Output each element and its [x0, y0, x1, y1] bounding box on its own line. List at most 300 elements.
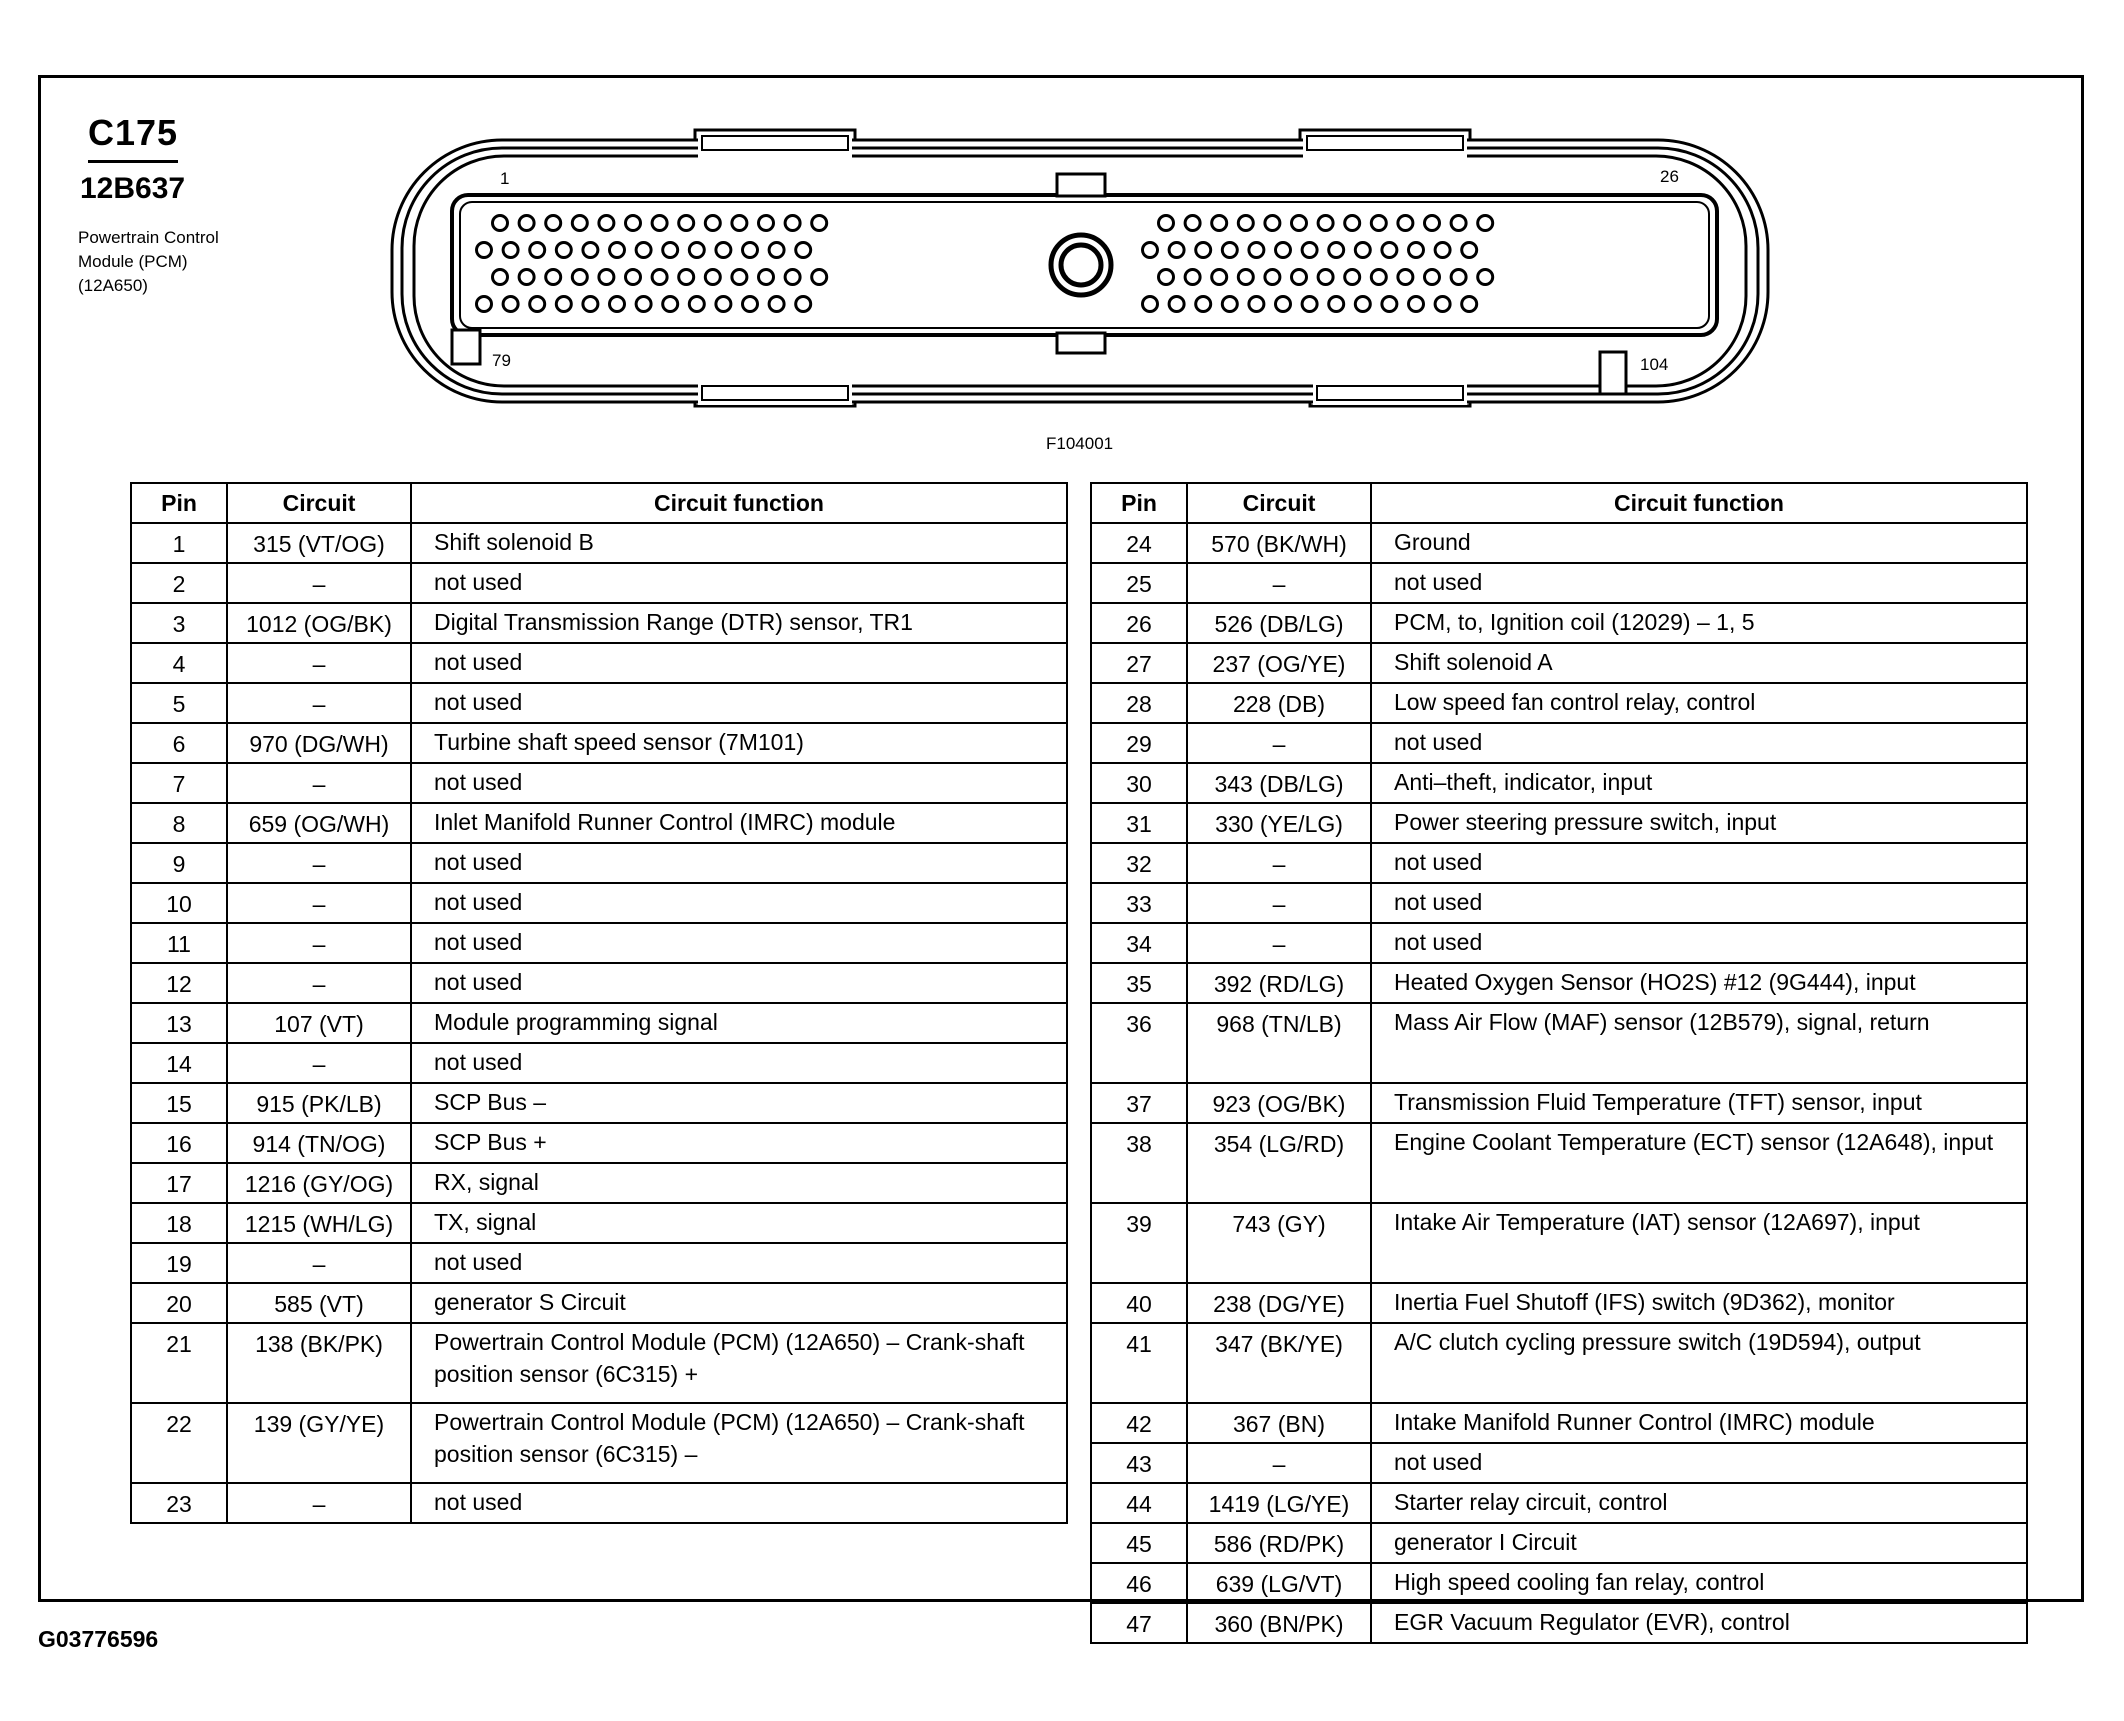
pin-hole: [1276, 243, 1291, 258]
function-cell: Turbine shaft speed sensor (7M101): [411, 723, 1067, 763]
pin-hole: [556, 297, 571, 312]
circuit-cell: 347 (BK/YE): [1187, 1323, 1371, 1403]
pin-cell: 3: [131, 603, 227, 643]
pin-cell: 20: [131, 1283, 227, 1323]
pin-hole: [519, 216, 534, 231]
function-cell: Module programming signal: [411, 1003, 1067, 1043]
table-row: [1091, 1083, 2027, 1123]
pin-cell: 8: [131, 803, 227, 843]
pin-hole: [796, 243, 811, 258]
center-key-top: [1057, 174, 1105, 196]
pin-cell: 7: [131, 763, 227, 803]
description-line: (12A650): [78, 276, 148, 295]
pin-hole: [652, 216, 667, 231]
circuit-cell: –: [1187, 883, 1371, 923]
pin-hole: [1371, 270, 1386, 285]
function-cell: generator S Circuit: [411, 1283, 1067, 1323]
table-row: [1091, 603, 2027, 643]
table-row: [131, 1003, 1067, 1043]
pin-hole: [1265, 270, 1280, 285]
table-row: [131, 603, 1067, 643]
pin-hole: [1425, 270, 1440, 285]
pin-table-left: [130, 482, 1068, 1524]
pin-hole: [519, 270, 534, 285]
function-cell: Power steering pressure switch, input: [1371, 803, 2027, 843]
circuit-cell: 107 (VT): [227, 1003, 411, 1043]
function-cell: not used: [1371, 1443, 2027, 1483]
table-row: [1091, 963, 2027, 1003]
pin-cell: 23: [131, 1483, 227, 1523]
pin-hole: [1238, 216, 1253, 231]
pin-hole: [652, 270, 667, 285]
pin-cell: 41: [1091, 1323, 1187, 1403]
table-row: [131, 883, 1067, 923]
pin-cell: 27: [1091, 643, 1187, 683]
function-cell: Anti–theft, indicator, input: [1371, 763, 2027, 803]
circuit-cell: 659 (OG/WH): [227, 803, 411, 843]
pin-hole: [689, 297, 704, 312]
table-row: [131, 963, 1067, 1003]
table-row: [131, 1283, 1067, 1323]
circuit-cell: 585 (VT): [227, 1283, 411, 1323]
pin-cell: 47: [1091, 1603, 1187, 1643]
pin-cell: 10: [131, 883, 227, 923]
pin-hole: [716, 297, 731, 312]
function-cell: PCM, to, Ignition coil (12029) – 1, 5: [1371, 603, 2027, 643]
pin-cell: 35: [1091, 963, 1187, 1003]
function-cell: not used: [411, 843, 1067, 883]
circuit-cell: 968 (TN/LB): [1187, 1003, 1371, 1083]
circuit-cell: –: [227, 763, 411, 803]
function-cell: Transmission Fluid Temperature (TFT) sensor, input: [1371, 1083, 2027, 1123]
pin-cell: 2: [131, 563, 227, 603]
pin-hole: [1382, 297, 1397, 312]
pin-cell: 5: [131, 683, 227, 723]
pin-hole: [689, 243, 704, 258]
table-row: [1091, 1603, 2027, 1643]
pin-hole: [1382, 243, 1397, 258]
header-circuit: Circuit: [1187, 483, 1371, 523]
function-cell: not used: [1371, 923, 2027, 963]
pin-hole: [1292, 216, 1307, 231]
function-cell: Intake Manifold Runner Control (IMRC) module: [1371, 1403, 2027, 1443]
circuit-cell: 923 (OG/BK): [1187, 1083, 1371, 1123]
header-circuit-function: Circuit function: [1371, 483, 2027, 523]
pin-hole: [1451, 270, 1466, 285]
circuit-cell: –: [227, 1483, 411, 1523]
pin-hole: [1355, 297, 1370, 312]
function-cell: not used: [411, 1243, 1067, 1283]
circuit-cell: –: [1187, 923, 1371, 963]
latch-right: [1600, 352, 1626, 394]
pin-cell: 17: [131, 1163, 227, 1203]
function-cell: Shift solenoid A: [1371, 643, 2027, 683]
pin-hole: [663, 243, 678, 258]
pin-hole: [812, 270, 827, 285]
pin-hole: [1345, 270, 1360, 285]
circuit-cell: 586 (RD/PK): [1187, 1523, 1371, 1563]
pin-cell: 34: [1091, 923, 1187, 963]
pin-hole: [583, 297, 598, 312]
table-row: [131, 803, 1067, 843]
circuit-cell: 639 (LG/VT): [1187, 1563, 1371, 1603]
table-header-row: [1091, 483, 2027, 523]
header-circuit-function: Circuit function: [411, 483, 1067, 523]
pin-cell: 4: [131, 643, 227, 683]
circuit-cell: 315 (VT/OG): [227, 523, 411, 563]
pin-cell: 33: [1091, 883, 1187, 923]
function-cell: not used: [1371, 843, 2027, 883]
table-row: [1091, 1443, 2027, 1483]
table-row: [1091, 1283, 2027, 1323]
header-circuit: Circuit: [227, 483, 411, 523]
table-row: [131, 1163, 1067, 1203]
table-row: [131, 683, 1067, 723]
table-row: [1091, 803, 2027, 843]
function-cell: Inertia Fuel Shutoff (IFS) switch (9D362), monitor: [1371, 1283, 2027, 1323]
pin-hole: [1371, 216, 1386, 231]
pin-hole: [1425, 216, 1440, 231]
pin-hole: [1238, 270, 1253, 285]
circuit-cell: –: [227, 923, 411, 963]
pin-cell: 32: [1091, 843, 1187, 883]
pin-hole: [626, 216, 641, 231]
pin-hole: [1292, 270, 1307, 285]
pin-hole: [1185, 216, 1200, 231]
latch-left: [452, 330, 480, 364]
pin-hole: [785, 270, 800, 285]
pin-cell: 1: [131, 523, 227, 563]
pin-hole: [743, 243, 758, 258]
pin-cell: 40: [1091, 1283, 1187, 1323]
pin-cell: 15: [131, 1083, 227, 1123]
pin-hole: [556, 243, 571, 258]
pin-hole: [530, 297, 545, 312]
pin-hole: [759, 270, 774, 285]
pin-hole: [1212, 270, 1227, 285]
function-cell: not used: [411, 923, 1067, 963]
pin-cell: 11: [131, 923, 227, 963]
circuit-cell: –: [1187, 843, 1371, 883]
function-cell: Inlet Manifold Runner Control (IMRC) module: [411, 803, 1067, 843]
header-pin: Pin: [1091, 483, 1187, 523]
pin-hole: [743, 297, 758, 312]
circuit-cell: 139 (GY/YE): [227, 1403, 411, 1483]
table-row: [131, 1083, 1067, 1123]
pin-hole: [1185, 270, 1200, 285]
pin-table-right: [1090, 482, 2028, 1644]
function-cell: Powertrain Control Module (PCM) (12A650) – Crank-shaft position sensor (6C315) –: [411, 1403, 1067, 1483]
pin-hole: [759, 216, 774, 231]
pin-cell: 31: [1091, 803, 1187, 843]
pin-hole: [663, 297, 678, 312]
table-row: [131, 763, 1067, 803]
table-header-row: [131, 483, 1067, 523]
circuit-cell: 392 (RD/LG): [1187, 963, 1371, 1003]
pin-hole: [546, 270, 561, 285]
table-row: [1091, 1003, 2027, 1083]
circuit-cell: 570 (BK/WH): [1187, 523, 1371, 563]
pin-label-104: 104: [1640, 355, 1669, 374]
circuit-cell: 343 (DB/LG): [1187, 763, 1371, 803]
pin-hole: [716, 243, 731, 258]
pin-hole: [1196, 297, 1211, 312]
function-cell: not used: [411, 963, 1067, 1003]
pin-cell: 18: [131, 1203, 227, 1243]
circuit-cell: 354 (LG/RD): [1187, 1123, 1371, 1203]
pin-hole: [599, 216, 614, 231]
table-row: [131, 1403, 1067, 1483]
pin-hole: [1265, 216, 1280, 231]
pin-cell: 6: [131, 723, 227, 763]
table-row: [1091, 683, 2027, 723]
function-cell: SCP Bus –: [411, 1083, 1067, 1123]
document-id: G03776596: [38, 1626, 159, 1652]
function-cell: RX, signal: [411, 1163, 1067, 1203]
pin-label-26: 26: [1660, 167, 1679, 186]
pin-hole: [1159, 270, 1174, 285]
pin-hole: [1355, 243, 1370, 258]
pin-hole: [1345, 216, 1360, 231]
pin-hole: [493, 270, 508, 285]
circuit-cell: 237 (OG/YE): [1187, 643, 1371, 683]
pin-cell: 43: [1091, 1443, 1187, 1483]
circuit-cell: 526 (DB/LG): [1187, 603, 1371, 643]
pin-hole: [599, 270, 614, 285]
circuit-cell: –: [227, 963, 411, 1003]
pin-hole: [493, 216, 508, 231]
pin-hole: [1222, 243, 1237, 258]
circuit-cell: 1216 (GY/OG): [227, 1163, 411, 1203]
table-row: [1091, 1123, 2027, 1203]
function-cell: Low speed fan control relay, control: [1371, 683, 2027, 723]
table-row: [131, 923, 1067, 963]
pin-hole: [1249, 243, 1264, 258]
pin-cell: 13: [131, 1003, 227, 1043]
circuit-cell: –: [227, 643, 411, 683]
pin-hole: [769, 297, 784, 312]
function-cell: Powertrain Control Module (PCM) (12A650) – Crank-shaft position sensor (6C315) +: [411, 1323, 1067, 1403]
pin-label-79: 79: [492, 351, 511, 370]
function-cell: not used: [1371, 883, 2027, 923]
table-row: [131, 1323, 1067, 1403]
function-cell: High speed cooling fan relay, control: [1371, 1563, 2027, 1603]
function-cell: Ground: [1371, 523, 2027, 563]
pin-hole: [705, 270, 720, 285]
pin-hole: [1249, 297, 1264, 312]
table-row: [131, 1043, 1067, 1083]
pin-hole: [1478, 216, 1493, 231]
pin-hole: [796, 297, 811, 312]
table-row: [1091, 723, 2027, 763]
table-row: [1091, 1203, 2027, 1283]
table-row: [1091, 563, 2027, 603]
pin-hole: [679, 270, 694, 285]
circuit-cell: 743 (GY): [1187, 1203, 1371, 1283]
pin-hole: [1143, 297, 1158, 312]
function-cell: not used: [1371, 563, 2027, 603]
pin-hole: [1318, 270, 1333, 285]
pin-hole: [636, 297, 651, 312]
pin-hole: [1462, 297, 1477, 312]
pin-hole: [812, 216, 827, 231]
circuit-cell: 138 (BK/PK): [227, 1323, 411, 1403]
circuit-cell: –: [1187, 563, 1371, 603]
pin-cell: 14: [131, 1043, 227, 1083]
pin-cell: 12: [131, 963, 227, 1003]
description-line: Module (PCM): [78, 252, 188, 271]
pin-cell: 21: [131, 1323, 227, 1403]
circuit-cell: 970 (DG/WH): [227, 723, 411, 763]
pin-hole: [1329, 297, 1344, 312]
table-row: [131, 1123, 1067, 1163]
pin-hole: [583, 243, 598, 258]
pin-hole: [572, 216, 587, 231]
circuit-cell: –: [227, 683, 411, 723]
pin-cell: 16: [131, 1123, 227, 1163]
circuit-cell: –: [1187, 723, 1371, 763]
function-cell: TX, signal: [411, 1203, 1067, 1243]
pin-hole: [732, 270, 747, 285]
function-cell: not used: [411, 563, 1067, 603]
pin-hole: [503, 297, 518, 312]
function-cell: Starter relay circuit, control: [1371, 1483, 2027, 1523]
table-row: [1091, 523, 2027, 563]
circuit-cell: 915 (PK/LB): [227, 1083, 411, 1123]
pin-cell: 45: [1091, 1523, 1187, 1563]
circuit-cell: 330 (YE/LG): [1187, 803, 1371, 843]
center-key-bottom: [1057, 333, 1105, 353]
pin-hole: [1435, 297, 1450, 312]
pin-hole: [785, 216, 800, 231]
function-cell: EGR Vacuum Regulator (EVR), control: [1371, 1603, 2027, 1643]
figure-id: F104001: [1046, 434, 1114, 453]
table-row: [1091, 1563, 2027, 1603]
circuit-cell: 1419 (LG/YE): [1187, 1483, 1371, 1523]
table-row: [131, 1203, 1067, 1243]
pin-hole: [610, 243, 625, 258]
pin-hole: [1196, 243, 1211, 258]
connector-face-diagram: [380, 120, 1780, 420]
connector-part-number: 12B637: [80, 172, 186, 205]
table-row: [1091, 1403, 2027, 1443]
table-row: [131, 1243, 1067, 1283]
pin-cell: 39: [1091, 1203, 1187, 1283]
pin-hole: [477, 243, 492, 258]
pin-cell: 9: [131, 843, 227, 883]
pin-hole: [1302, 297, 1317, 312]
pin-label-1: 1: [500, 169, 510, 188]
connector-id: C175: [88, 112, 178, 163]
pin-hole: [636, 243, 651, 258]
function-cell: not used: [411, 643, 1067, 683]
connector-description: [78, 226, 278, 298]
pin-hole: [1302, 243, 1317, 258]
table-row: [131, 843, 1067, 883]
circuit-cell: 914 (TN/OG): [227, 1123, 411, 1163]
pin-hole: [1222, 297, 1237, 312]
table-row: [1091, 843, 2027, 883]
circuit-cell: 228 (DB): [1187, 683, 1371, 723]
function-cell: not used: [411, 763, 1067, 803]
function-cell: Digital Transmission Range (DTR) sensor, TR1: [411, 603, 1067, 643]
function-cell: generator I Circuit: [1371, 1523, 2027, 1563]
pin-cell: 36: [1091, 1003, 1187, 1083]
circuit-cell: –: [227, 1243, 411, 1283]
pin-cell: 46: [1091, 1563, 1187, 1603]
table-row: [131, 723, 1067, 763]
pin-cell: 25: [1091, 563, 1187, 603]
function-cell: not used: [411, 683, 1067, 723]
pin-hole: [477, 297, 492, 312]
pin-cell: 29: [1091, 723, 1187, 763]
pin-hole: [705, 216, 720, 231]
circuit-cell: 238 (DG/YE): [1187, 1283, 1371, 1323]
pin-hole: [1435, 243, 1450, 258]
pin-hole: [1159, 216, 1174, 231]
circuit-cell: 367 (BN): [1187, 1403, 1371, 1443]
pin-hole: [1169, 243, 1184, 258]
pin-hole: [1318, 216, 1333, 231]
table-row: [131, 563, 1067, 603]
function-cell: A/C clutch cycling pressure switch (19D594), output: [1371, 1323, 2027, 1403]
function-cell: Mass Air Flow (MAF) sensor (12B579), signal, return: [1371, 1003, 2027, 1083]
pin-hole: [1276, 297, 1291, 312]
pin-hole: [732, 216, 747, 231]
pin-hole: [1329, 243, 1344, 258]
pin-cell: 24: [1091, 523, 1187, 563]
pin-hole: [1398, 216, 1413, 231]
header-pin: Pin: [131, 483, 227, 523]
table-row: [1091, 1323, 2027, 1403]
circuit-cell: –: [227, 1043, 411, 1083]
pin-hole: [1462, 243, 1477, 258]
pin-cell: 44: [1091, 1483, 1187, 1523]
circuit-cell: 1215 (WH/LG): [227, 1203, 411, 1243]
pin-hole: [610, 297, 625, 312]
table-row: [1091, 1483, 2027, 1523]
table-row: [1091, 923, 2027, 963]
pin-hole: [572, 270, 587, 285]
pin-hole: [1398, 270, 1413, 285]
circuit-cell: –: [227, 563, 411, 603]
pin-hole: [1169, 297, 1184, 312]
circuit-cell: –: [227, 883, 411, 923]
pin-cell: 19: [131, 1243, 227, 1283]
function-cell: not used: [1371, 723, 2027, 763]
function-cell: SCP Bus +: [411, 1123, 1067, 1163]
pin-hole: [1212, 216, 1227, 231]
pin-cell: 37: [1091, 1083, 1187, 1123]
description-line: Powertrain Control: [78, 228, 219, 247]
pin-hole: [626, 270, 641, 285]
pin-cell: 28: [1091, 683, 1187, 723]
table-row: [1091, 763, 2027, 803]
table-row: [131, 1483, 1067, 1523]
pin-hole: [1451, 216, 1466, 231]
function-cell: Heated Oxygen Sensor (HO2S) #12 (9G444), input: [1371, 963, 2027, 1003]
function-cell: Shift solenoid B: [411, 523, 1067, 563]
circuit-cell: 1012 (OG/BK): [227, 603, 411, 643]
function-cell: not used: [411, 883, 1067, 923]
pin-cell: 38: [1091, 1123, 1187, 1203]
table-row: [131, 643, 1067, 683]
pin-hole: [1478, 270, 1493, 285]
pin-cell: 26: [1091, 603, 1187, 643]
pin-cell: 42: [1091, 1403, 1187, 1443]
table-row: [1091, 883, 2027, 923]
pin-cell: 30: [1091, 763, 1187, 803]
